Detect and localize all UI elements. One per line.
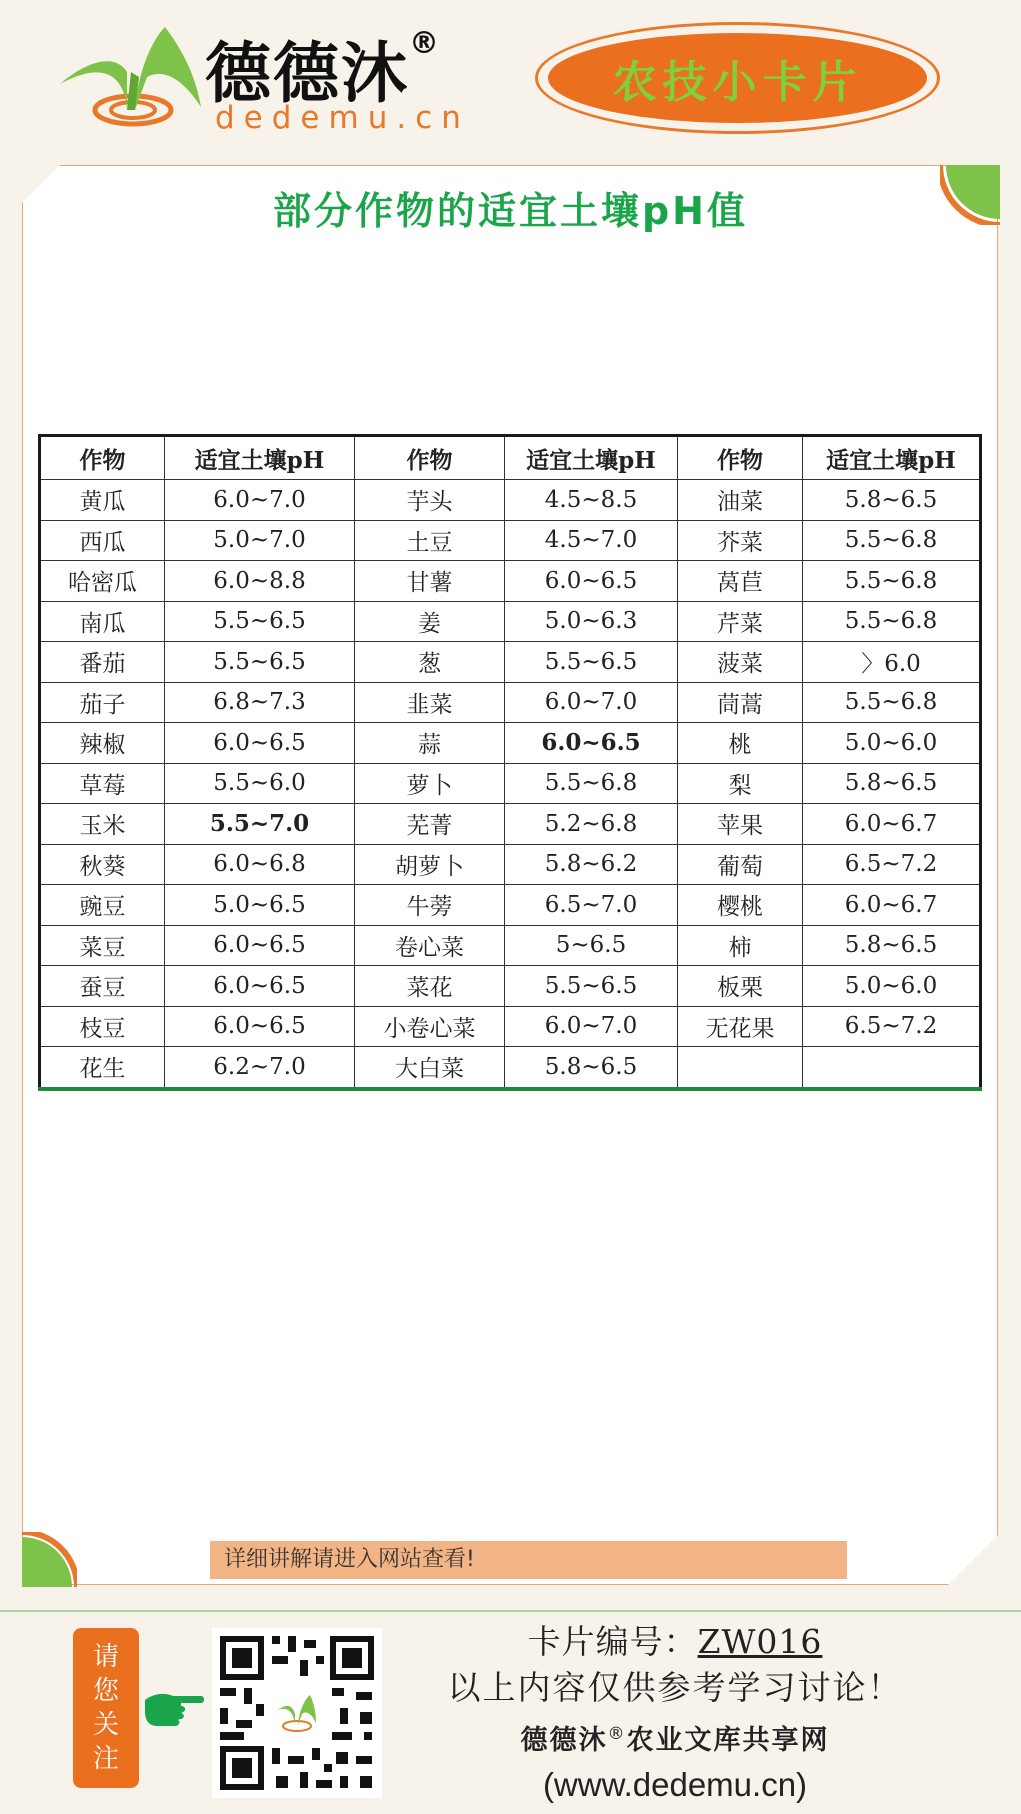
header [0, 0, 1021, 165]
follow-label: 请您关注 [92, 1642, 119, 1774]
crop-cell: 豌豆 [40, 885, 165, 926]
crop-cell: 西瓜 [40, 520, 165, 561]
footer-divider [0, 1610, 1021, 1612]
ph-cell: 6.0~6.7 [803, 804, 981, 845]
ph-cell: 4.5~7.0 [505, 520, 678, 561]
column-header: 适宜土壤pH [165, 436, 355, 480]
ph-cell: 5.0~6.0 [803, 966, 981, 1007]
ph-cell: 6.0~6.5 [165, 966, 355, 1007]
ph-cell: 5.5~6.8 [803, 601, 981, 642]
ph-cell: 5.8~6.5 [803, 480, 981, 521]
crop-cell: 芹菜 [678, 601, 803, 642]
crop-cell: 芜菁 [355, 804, 505, 845]
table-row [40, 561, 981, 602]
ph-cell: 5.0~6.0 [803, 723, 981, 764]
table-row [40, 480, 981, 521]
table-row [40, 642, 981, 683]
ph-cell: 5.5~6.5 [165, 601, 355, 642]
ph-cell: 6.0~8.8 [165, 561, 355, 602]
footer-info [410, 1620, 940, 1807]
ph-cell: 5.0~7.0 [165, 520, 355, 561]
crop-cell: 黄瓜 [40, 480, 165, 521]
crop-cell: 芋头 [355, 480, 505, 521]
ph-cell: 6.5~7.0 [505, 885, 678, 926]
corner-decoration [22, 1532, 77, 1587]
ph-cell: 6.0~6.8 [165, 844, 355, 885]
column-header: 适宜土壤pH [505, 436, 678, 480]
logo-sprout-icon [55, 22, 205, 137]
card-badge-label: 农技小卡片 [612, 57, 863, 108]
crop-cell: 姜 [355, 601, 505, 642]
crop-cell: 哈密瓜 [40, 561, 165, 602]
card-badge [535, 22, 940, 134]
ph-cell: 5.5~6.8 [803, 520, 981, 561]
ph-cell: 5.8~6.5 [505, 1047, 678, 1089]
library-name: 德德沐®农业文库共享网 [520, 1724, 830, 1756]
ph-cell: 5.5~6.8 [803, 682, 981, 723]
table-header-row [40, 436, 981, 480]
ph-cell: 6.5~7.2 [803, 844, 981, 885]
ph-cell: 5.5~6.5 [165, 642, 355, 683]
ph-cell: 5.0~6.3 [505, 601, 678, 642]
crop-cell: 莴苣 [678, 561, 803, 602]
crop-cell: 甘薯 [355, 561, 505, 602]
crop-cell [678, 1047, 803, 1089]
ph-cell: 5.5~6.0 [165, 763, 355, 804]
column-header: 适宜土壤pH [803, 436, 981, 480]
ph-cell: 5.5~6.5 [505, 642, 678, 683]
crop-cell: 南瓜 [40, 601, 165, 642]
hand-pointing-icon [143, 1686, 205, 1728]
table-row [40, 1047, 981, 1089]
table-row [40, 763, 981, 804]
ph-table [38, 434, 982, 1091]
crop-cell: 葡萄 [678, 844, 803, 885]
ph-cell: 5.2~6.8 [505, 804, 678, 845]
table-row [40, 804, 981, 845]
crop-cell: 辣椒 [40, 723, 165, 764]
crop-cell: 葱 [355, 642, 505, 683]
ph-cell: 6.0~6.5 [165, 1006, 355, 1047]
ph-cell: 6.0~6.5 [505, 561, 678, 602]
ph-cell: 6.5~7.2 [803, 1006, 981, 1047]
crop-cell: 卷心菜 [355, 925, 505, 966]
table-row [40, 925, 981, 966]
crop-cell: 茄子 [40, 682, 165, 723]
ph-cell: 6.0~6.7 [803, 885, 981, 926]
ph-cell: 6.0~7.0 [505, 1006, 678, 1047]
crop-cell: 玉米 [40, 804, 165, 845]
ph-cell [803, 1047, 981, 1089]
ph-cell: 5~6.5 [505, 925, 678, 966]
crop-cell: 萝卜 [355, 763, 505, 804]
ph-cell: 5.8~6.2 [505, 844, 678, 885]
column-header: 作物 [355, 436, 505, 480]
crop-cell: 菠菜 [678, 642, 803, 683]
crop-cell: 牛蒡 [355, 885, 505, 926]
page-title: 部分作物的适宜土壤pH值 [272, 189, 748, 233]
crop-cell: 樱桃 [678, 885, 803, 926]
qr-code[interactable] [212, 1628, 382, 1798]
crop-cell: 花生 [40, 1047, 165, 1089]
crop-cell: 胡萝卜 [355, 844, 505, 885]
table-row [40, 601, 981, 642]
ph-cell: 5.5~7.0 [165, 804, 355, 845]
table-row [40, 885, 981, 926]
ph-cell: 6.0~6.5 [505, 723, 678, 764]
column-header: 作物 [40, 436, 165, 480]
column-header: 作物 [678, 436, 803, 480]
crop-cell: 板栗 [678, 966, 803, 1007]
ph-cell: 5.5~6.8 [803, 561, 981, 602]
crop-cell: 苹果 [678, 804, 803, 845]
crop-cell: 菜豆 [40, 925, 165, 966]
table-row [40, 844, 981, 885]
crop-cell: 大白菜 [355, 1047, 505, 1089]
table-row [40, 723, 981, 764]
crop-cell: 土豆 [355, 520, 505, 561]
table-row [40, 520, 981, 561]
ph-cell: 4.5~8.5 [505, 480, 678, 521]
disclaimer: 以上内容仅供参考学习讨论！ [447, 1668, 903, 1707]
crop-cell: 菜花 [355, 966, 505, 1007]
table-row [40, 966, 981, 1007]
crop-cell: 番茄 [40, 642, 165, 683]
crop-cell: 梨 [678, 763, 803, 804]
crop-cell: 桃 [678, 723, 803, 764]
ph-cell: 6.2~7.0 [165, 1047, 355, 1089]
crop-cell: 小卷心菜 [355, 1006, 505, 1047]
brand-domain: dedemu.cn [215, 100, 470, 136]
crop-cell: 枝豆 [40, 1006, 165, 1047]
crop-cell: 蚕豆 [40, 966, 165, 1007]
crop-cell: 蒜 [355, 723, 505, 764]
crop-cell: 油菜 [678, 480, 803, 521]
website-link[interactable]: (www.dedemu.cn) [542, 1766, 808, 1803]
ph-cell: 5.8~6.5 [803, 763, 981, 804]
crop-cell: 草莓 [40, 763, 165, 804]
table-row [40, 1006, 981, 1047]
crop-cell: 茼蒿 [678, 682, 803, 723]
ph-cell: 6.0~6.5 [165, 723, 355, 764]
ph-cell: 5.8~6.5 [803, 925, 981, 966]
ph-cell: 6.0~7.0 [165, 480, 355, 521]
crop-cell: 韭菜 [355, 682, 505, 723]
brand-name: 德德沐® [205, 26, 441, 112]
follow-button[interactable] [73, 1628, 139, 1788]
crop-cell: 柿 [678, 925, 803, 966]
ph-cell: 6.0~7.0 [505, 682, 678, 723]
ph-cell: 5.5~6.8 [505, 763, 678, 804]
ph-cell: 〉6.0 [803, 642, 981, 683]
ph-cell: 5.5~6.5 [505, 966, 678, 1007]
crop-cell: 秋葵 [40, 844, 165, 885]
crop-cell: 芥菜 [678, 520, 803, 561]
ph-cell: 6.0~6.5 [165, 925, 355, 966]
ph-cell: 6.8~7.3 [165, 682, 355, 723]
table-row [40, 682, 981, 723]
ph-cell: 5.0~6.5 [165, 885, 355, 926]
card-number: 卡片编号：ZW016 [527, 1622, 823, 1661]
crop-cell: 无花果 [678, 1006, 803, 1047]
website-notice: 详细讲解请进入网站查看! [210, 1541, 847, 1579]
